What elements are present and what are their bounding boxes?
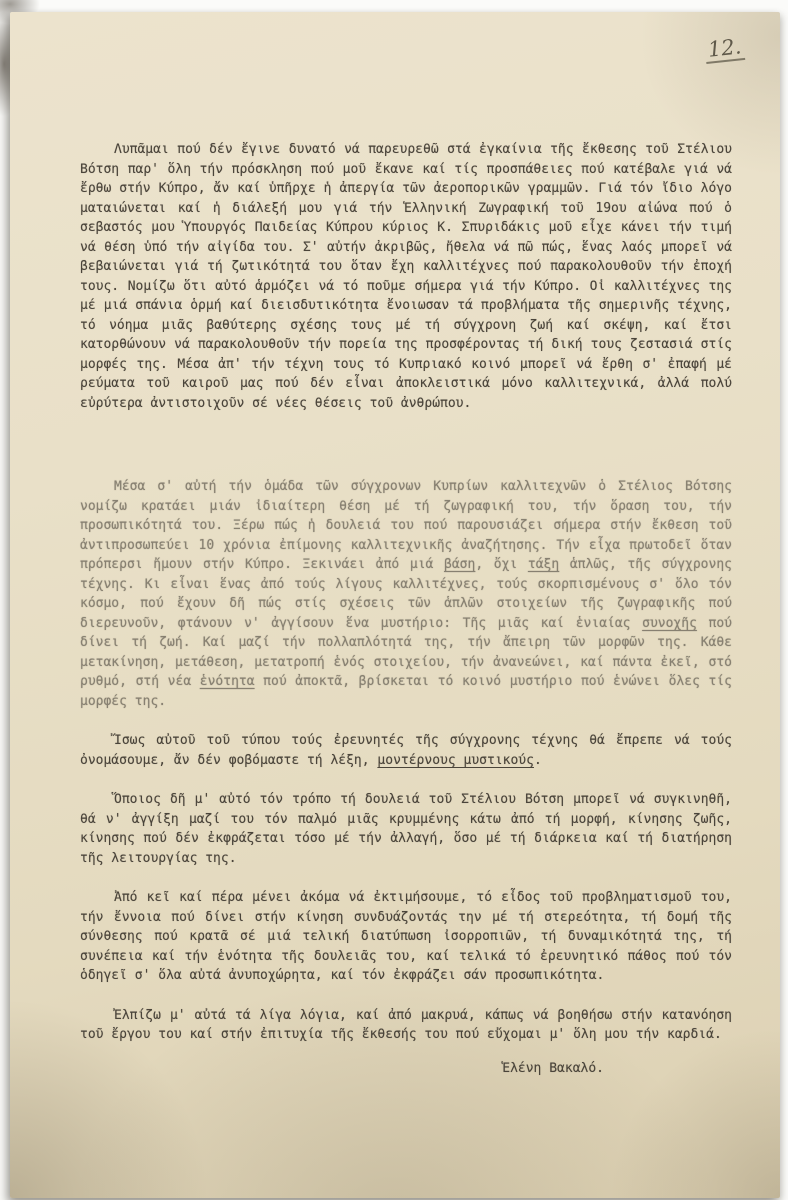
underlined-text: συνοχῆς — [642, 615, 697, 631]
paragraph — [80, 790, 732, 868]
underlined-text: τάξη — [527, 557, 560, 572]
text-segment: Λυπᾶμαι πού δέν ἔγινε δυνατό νά παρευρεθῶ στά ἐγκαίνια τῆς ἔκθεσης τοῦ Στέλιου Βότση παρ' ὅλη τήν πρόσκληση πού μοῦ ἔκανε καί τίς προσπάθειες πού κατέβαλε γιά νά ἔρθω στήν Κύπρο, ἄν καί ὑπῆρχε ἡ ἀπεργία τῶν ἀεροπορικῶν γραμμῶν. Γιά τόν ἴδιο λόγο ματαιώνεται καί ἡ διάλεξή μου γιά τήν Ἑλληνική Ζωγραφική τοῦ 19ου αἰώνα πού ὁ σεβαστός μου Ὑπουργός Παιδείας Κύπρου κύριος Κ. Σπυριδάκις μοῦ εἶχε κάνει τήν τιμή νά θέση ὑπό τήν αἰγίδα του. Σ' αὐτήν ἀκριβῶς, ἤθελα νά πῶ πώς, ἕνας λαός μπορεῖ νά βεβαιώνεται γιά τή ζωτικότητά του ὅταν ἔχη καλλιτέχνες πού παρακολουθοῦν τήν ἐποχή τους. Νομίζω ὅτι αὐτό ἁρμόζει νά τό ποῦμε σήμερα γιά τήν Κύπρο. Οἱ καλλιτέχνες της μέ μιά σπάνια ὁρμή καί διεισδυτικότητα ἔνοιωσαν τά προβλήματα τῆς σημερινῆς τέχνης, τό νόημα μιᾶς βαθύτερης σχέσης τους μέ τή σύγχρονη ζωή καί σκέψη, καί ἔτσι κατορθώνουν νά παρακολουθοῦν τήν πορεία της προσφέροντας τή δική τους ζεστασιά στίς μορφές της. Μέσα ἀπ' τήν τέχνη τους τό Κυπριακό κοινό μπορεῖ νά ἔρθη σ' ἐπαφή μέ ρεύματα τοῦ καιροῦ μας πού δέν εἶναι ἀποκλειστικά μόνο καλλιτεχνικά, ἀλλά πολύ εὐρύτερα ἀντιστοιχοῦν σέ νέες θέσεις τοῦ ἀνθρώπου. — [80, 142, 732, 411]
text-segment: Μέσα σ' αὐτή τήν ὁμάδα τῶν σύγχρονων Κυπρίων καλλιτεχνῶν ὁ Στέλιος Βότσης νομίζω κρατάει μιάν ἰδιαίτερη θέση μέ τή ζωγραφική του, τήν ὅραση του, τήν προσωπικότητά του. Ξέρω πώς ἡ δουλειά του πού παρουσιάζει σήμερα στήν ἔκθεση τοῦ ἀντιπροσωπεύει 10 χρόνια ἐπίμονης καλλιτεχνικῆς ἀναζήτησης. Τήν εἶχα πρωτοδεῖ ὅταν πρόπερσι ἤμουν στήν Κύπρο. Ξεκινάει ἀπό μιά — [80, 479, 732, 572]
underlined-text: μοντέρνους μυστικούς — [377, 752, 534, 768]
underlined-text: βάση — [444, 557, 476, 572]
text-segment: ἁπλῶς, τῆς σύγχρονης τέχνης. Κι εἶναι ἕνας ἀπό τούς λίγους καλλιτέχνες, τούς σκορπισμένους σ' ὅλο τόν κόσμο, πού ἔχουν δῆ πώς στίς σχέσεις τῶν ἁπλῶν στοιχείων τῆς ζωγραφικῆς πού διερευνοῦν, φτάνουν ν' ἀγγίσουν ἕνα μυστήριο: Τῆς μιᾶς καί ἑνιαίας — [80, 557, 732, 631]
text-segment: πού ἀποκτᾶ, βρίσκεται τό κοινό μυστήριο πού ἑνώνει ὅλες τίς μορφές της. — [80, 674, 732, 709]
document-content — [80, 140, 732, 1078]
text-segment: , ὄχι — [475, 557, 528, 572]
handwritten-page-number: 12. — [703, 34, 745, 64]
paragraph — [80, 731, 732, 770]
document-body — [80, 140, 732, 1045]
paragraph — [80, 888, 732, 986]
paragraph — [80, 140, 732, 413]
document-page — [10, 12, 780, 1198]
text-segment: πού δίνει τή ζωή. Καί μαζί τήν πολλαπλότητά της, τήν ἄπειρη τῶν μορφῶν της. Κάθε μετακίνηση, μετάθεση, μετατροπή ἑνός στοιχείου, τήν ἀνανεώνει, καί πάντα ἐκεῖ, στό ρυθμό, στή νέα — [80, 615, 733, 689]
text-segment: Ἴσως αὐτοῦ τοῦ τύπου τούς ἐρευνητές τῆς σύγχρονης τέχνης θά ἔπρεπε νά τούς ὀνομάσουμε, ἄν δέν φοβόμαστε τή λέξη, — [80, 733, 732, 768]
text-segment: Ἐλπίζω μ' αὐτά τά λίγα λόγια, καί ἀπό μακρυά, κάπως νά βοηθήσω στήν κατανόηση τοῦ ἔργου του καί στήν ἐπιτυχία τῆς ἔκθεσής του πού εὔχομαι μ' ὅλη μου τήν καρδιά. — [80, 1007, 732, 1042]
text-segment: Ἀπό κεῖ καί πέρα μένει ἀκόμα νά ἐκτιμήσουμε, τό εἶδος τοῦ προβληματισμοῦ του, τήν ἔννοια πού δίνει στήν κίνηση συνδυάζοντάς την μέ τή στερεότητα, τή δομή τῆς σύνθεσης πού κρατᾶ σέ μιά τελική διατύπωση ἰσορροπιῶν, τή δυναμικότητά της, τή συνέπεια καί τήν ἑνότητα τῆς δουλειᾶς του, καί τελικά τό ἐρευνητικό πάθος πού τόν ὁδηγεῖ σ' ὅλα αὐτά ἀνυποχώρητα, καί τόν ἐκφράζει σάν προσωπικότητα. — [80, 890, 732, 983]
signature: Ἑλένη Βακαλό. — [502, 1060, 604, 1076]
paragraph — [80, 1006, 732, 1045]
text-segment: Ὅποιος δῆ μ' αὐτό τόν τρόπο τή δουλειά τοῦ Στέλιου Βότση μπορεῖ νά συγκινηθῆ, θά ν' ἀγγίξη μαζί του τόν παλμό μιᾶς κρυμμένης κάτω ἀπό τή μορφή, κίνησης ζωῆς, κίνησης πού δέν ἐκφράζεται τόσο μέ τήν ἀλλαγή, ὅσο μέ τή διάρκεια καί τή διατήρηση τῆς λειτουργίας της. — [80, 792, 732, 866]
text-segment: . — [533, 752, 542, 768]
paragraph — [80, 477, 732, 711]
underlined-text: ἑνότητα — [199, 674, 255, 689]
